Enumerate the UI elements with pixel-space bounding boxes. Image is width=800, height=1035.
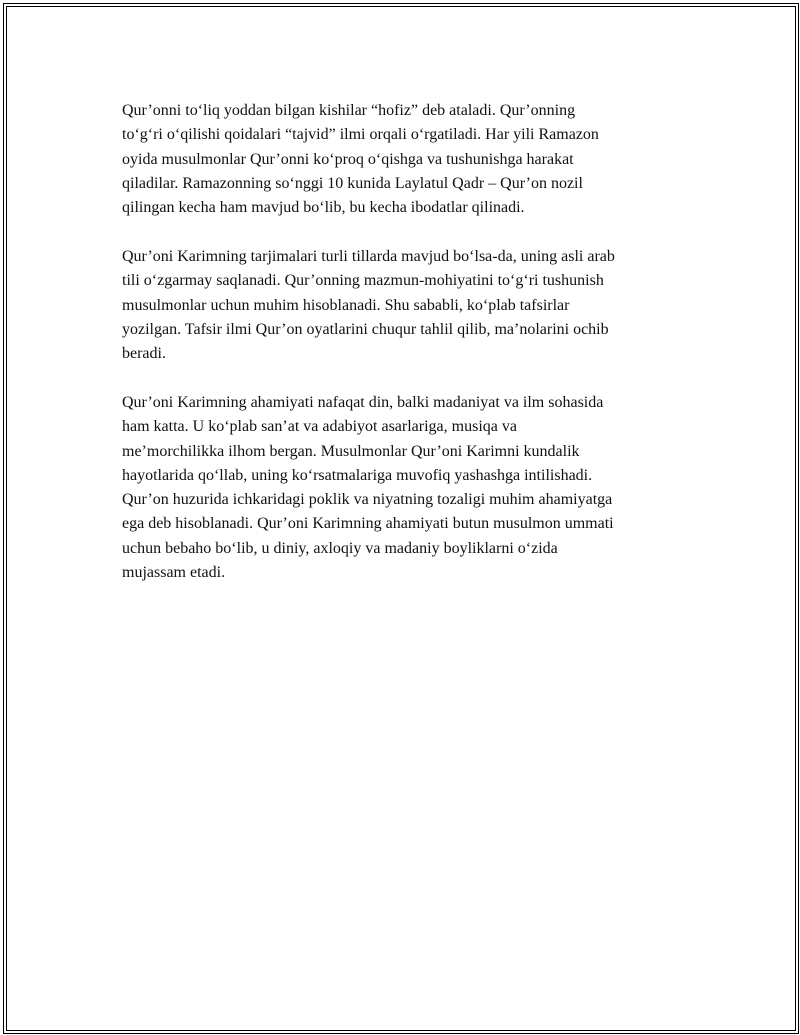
document-body bbox=[122, 99, 702, 610]
paragraph-tarjima-tafsir: Qur’oni Karimning tarjimalari turli tillarda mavjud bo‘lsa-da, uning asli arab tili o‘zgarmay saqlanadi. Qur’onning mazmun-mohiyatini to‘g‘ri tushunish musulmonlar uchun muhim hisoblanadi. Shu sababli, ko‘plab tafsirlar yozilgan. Tafsir ilmi Qur’on oyatlarini chuqur tahlil qilib, ma’nolarini ochib beradi. bbox=[122, 247, 615, 363]
paragraph-hofiz-tajvid: Qur’onni to‘liq yoddan bilgan kishilar “hofiz” deb ataladi. Qur’onning to‘g‘ri o‘qilishi qoidalari “tajvid” ilmi orqali o‘rgatiladi. Har yili Ramazon oyida musulmonlar Qur’onni ko‘proq o‘qishga va tushunishga harakat qiladilar. Ramazonning so‘nggi 10 kunida Laylatul Qadr – Qur’on nozil qilingan kecha ham mavjud bo‘lib, bu kecha ibodatlar qilinadi. bbox=[122, 102, 599, 217]
page-frame bbox=[3, 3, 799, 1034]
paragraph-ahamiyati: Qur’oni Karimning ahamiyati nafaqat din, balki madaniyat va ilm sohasida ham katta. U ko‘plab san’at va adabiyot asarlariga, musiqa va me’morchilikka ilhom bergan. Musulmonlar Qur’oni Karimni kundalik hayotlarida qo‘llab, uning ko‘rsatmalariga muvofiq yashashga intilishadi. Qur’on huzurida ichkaridagi poklik va niyatning tozaligi muhim ahamiyatga ega deb hisoblanadi. Qur’oni Karimning ahamiyati butun musulmon ummati uchun bebaho bo‘lib, u diniy, axloqiy va madaniy boyliklarni o‘zida mujassam etadi. bbox=[122, 393, 614, 582]
